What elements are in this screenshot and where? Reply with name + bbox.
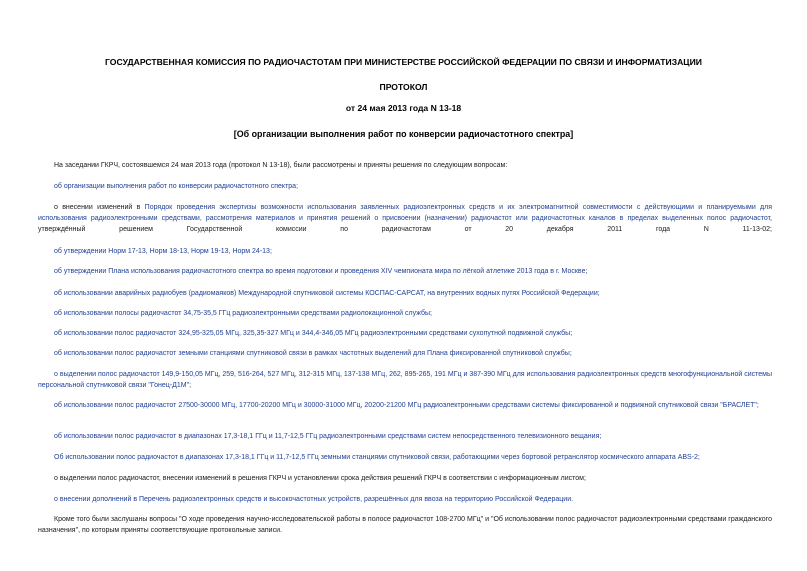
- list-item: об использовании полос радиочастот в диапазонах 17,3-18,1 ГГц и 11,7-12,5 ГГц радиоэлектронными средствами систем непосредственного телевизионного вещания;: [54, 433, 602, 440]
- list-item: об использовании полос радиочастот 27500-30000 МГц, 17700-20200 МГц и 30000-31000 МГц, 20200-21200 МГц радиоэлектронными средствами системы фиксированной и подвижной спутниковой связи "БРАСЛЕТ";: [54, 402, 759, 409]
- organization-heading: ГОСУДАРСТВЕННАЯ КОМИССИЯ ПО РАДИОЧАСТОТАМ ПРИ МИНИСТЕРСТВЕ РОССИЙСКОЙ ФЕДЕРАЦИИ ПО СВЯЗИ И ИНФОРМАТИЗАЦИИ: [105, 57, 702, 67]
- list-item: об организации выполнения работ по конверсии радиочастотного спектра;: [54, 183, 299, 190]
- closing-paragraph: Кроме того были заслушаны вопросы "О ходе проведения научно-исследовательской работы в полосе радиочастот 108-2700 МГц" и "Об использовании полос радиочастот радиоэлектронными средствами гражданского назначения", по которым приняты соответствующие протокольные записи.: [38, 516, 772, 534]
- procedure-link[interactable]: Порядок проведения экспертизы возможности использования заявленных радиоэлектронных средств и их электромагнитной совместимости с действующими и планируемыми для использования радиоэлектронными средствами, рассмотрения материалов и принятия решений о присвоении (назначении) радиочастот или радиочастотных каналов в пределах выделенных полос радиочастот: [38, 204, 773, 222]
- list-item: об использовании полос радиочастот 324,95-325,05 МГц, 325,35-327 МГц и 344,4-346,05 МГц радиоэлектронными средствами сухопутной подвижной службы;: [54, 330, 573, 337]
- protocol-date: от 24 мая 2013 года N 13-18: [345, 103, 462, 113]
- list-item: об использовании полос радиочастот земными станциями спутниковой связи в рамках частотных выделений для Плана фиксированной спутниковой службы;: [54, 350, 572, 357]
- list-item: [38, 202, 772, 235]
- list-item: Об использовании полос радиочастот в диапазонах 17,3-18,1 ГГц и 11,7-12,5 ГГц земными станциями спутниковой связи, работающими через бортовой ретранслятор космического аппарата ABS-2;: [54, 454, 700, 461]
- document-subject: [Об организации выполнения работ по конверсии радиочастотного спектра]: [233, 129, 574, 139]
- list-item: о выделении полос радиочастот, внесении изменений в решения ГКРЧ и установлении срока действия решений ГКРЧ в соответствии с информационным листом;: [54, 475, 586, 482]
- list-item: об утверждении Плана использования радиочастотного спектра во время подготовки и проведения XIV чемпионата мира по лёгкой атлетике 2013 года в г. Москве;: [54, 268, 588, 275]
- list-item: об утверждении Норм 17-13, Норм 18-13, Норм 19-13, Норм 24-13;: [54, 248, 272, 255]
- protocol-heading: ПРОТОКОЛ: [379, 82, 428, 92]
- list-item: о выделении полос радиочастот 149,9-150,05 МГц, 259, 516-264, 527 МГц, 312-315 МГц, 137-138 МГц, 262, 895-265, 191 МГц и 387-390 МГц для использования радиоэлектронных средств многофункциональной системы персональной спутниковой связи "Гонец-Д1М";: [38, 371, 772, 389]
- list-item: об использовании полосы радиочастот 34,75-35,5 ГГц радиоэлектронными средствами радиолокационной службы;: [54, 310, 432, 317]
- item-text: о внесении изменений в: [54, 204, 145, 211]
- intro-paragraph: На заседании ГКРЧ, состоявшемся 24 мая 2013 года (протокол N 13-18), были рассмотрены и приняты решения по следующим вопросам:: [54, 162, 508, 169]
- item-text: , утверждённый решением Государственной комиссии по радиочастотам от 20 декабря 2011 года N 11-13-02;: [38, 215, 772, 233]
- list-item: о внесении дополнений в Перечень радиоэлектронных средств и высокочастотных устройств, разрешённых для ввоза на территорию Российской Федерации.: [54, 496, 574, 503]
- list-item: об использовании аварийных радиобуев (радиомаяков) Международной спутниковой системы КОСПАС-САРСАТ, на внутренних водных путях Российской Федерации;: [54, 290, 600, 297]
